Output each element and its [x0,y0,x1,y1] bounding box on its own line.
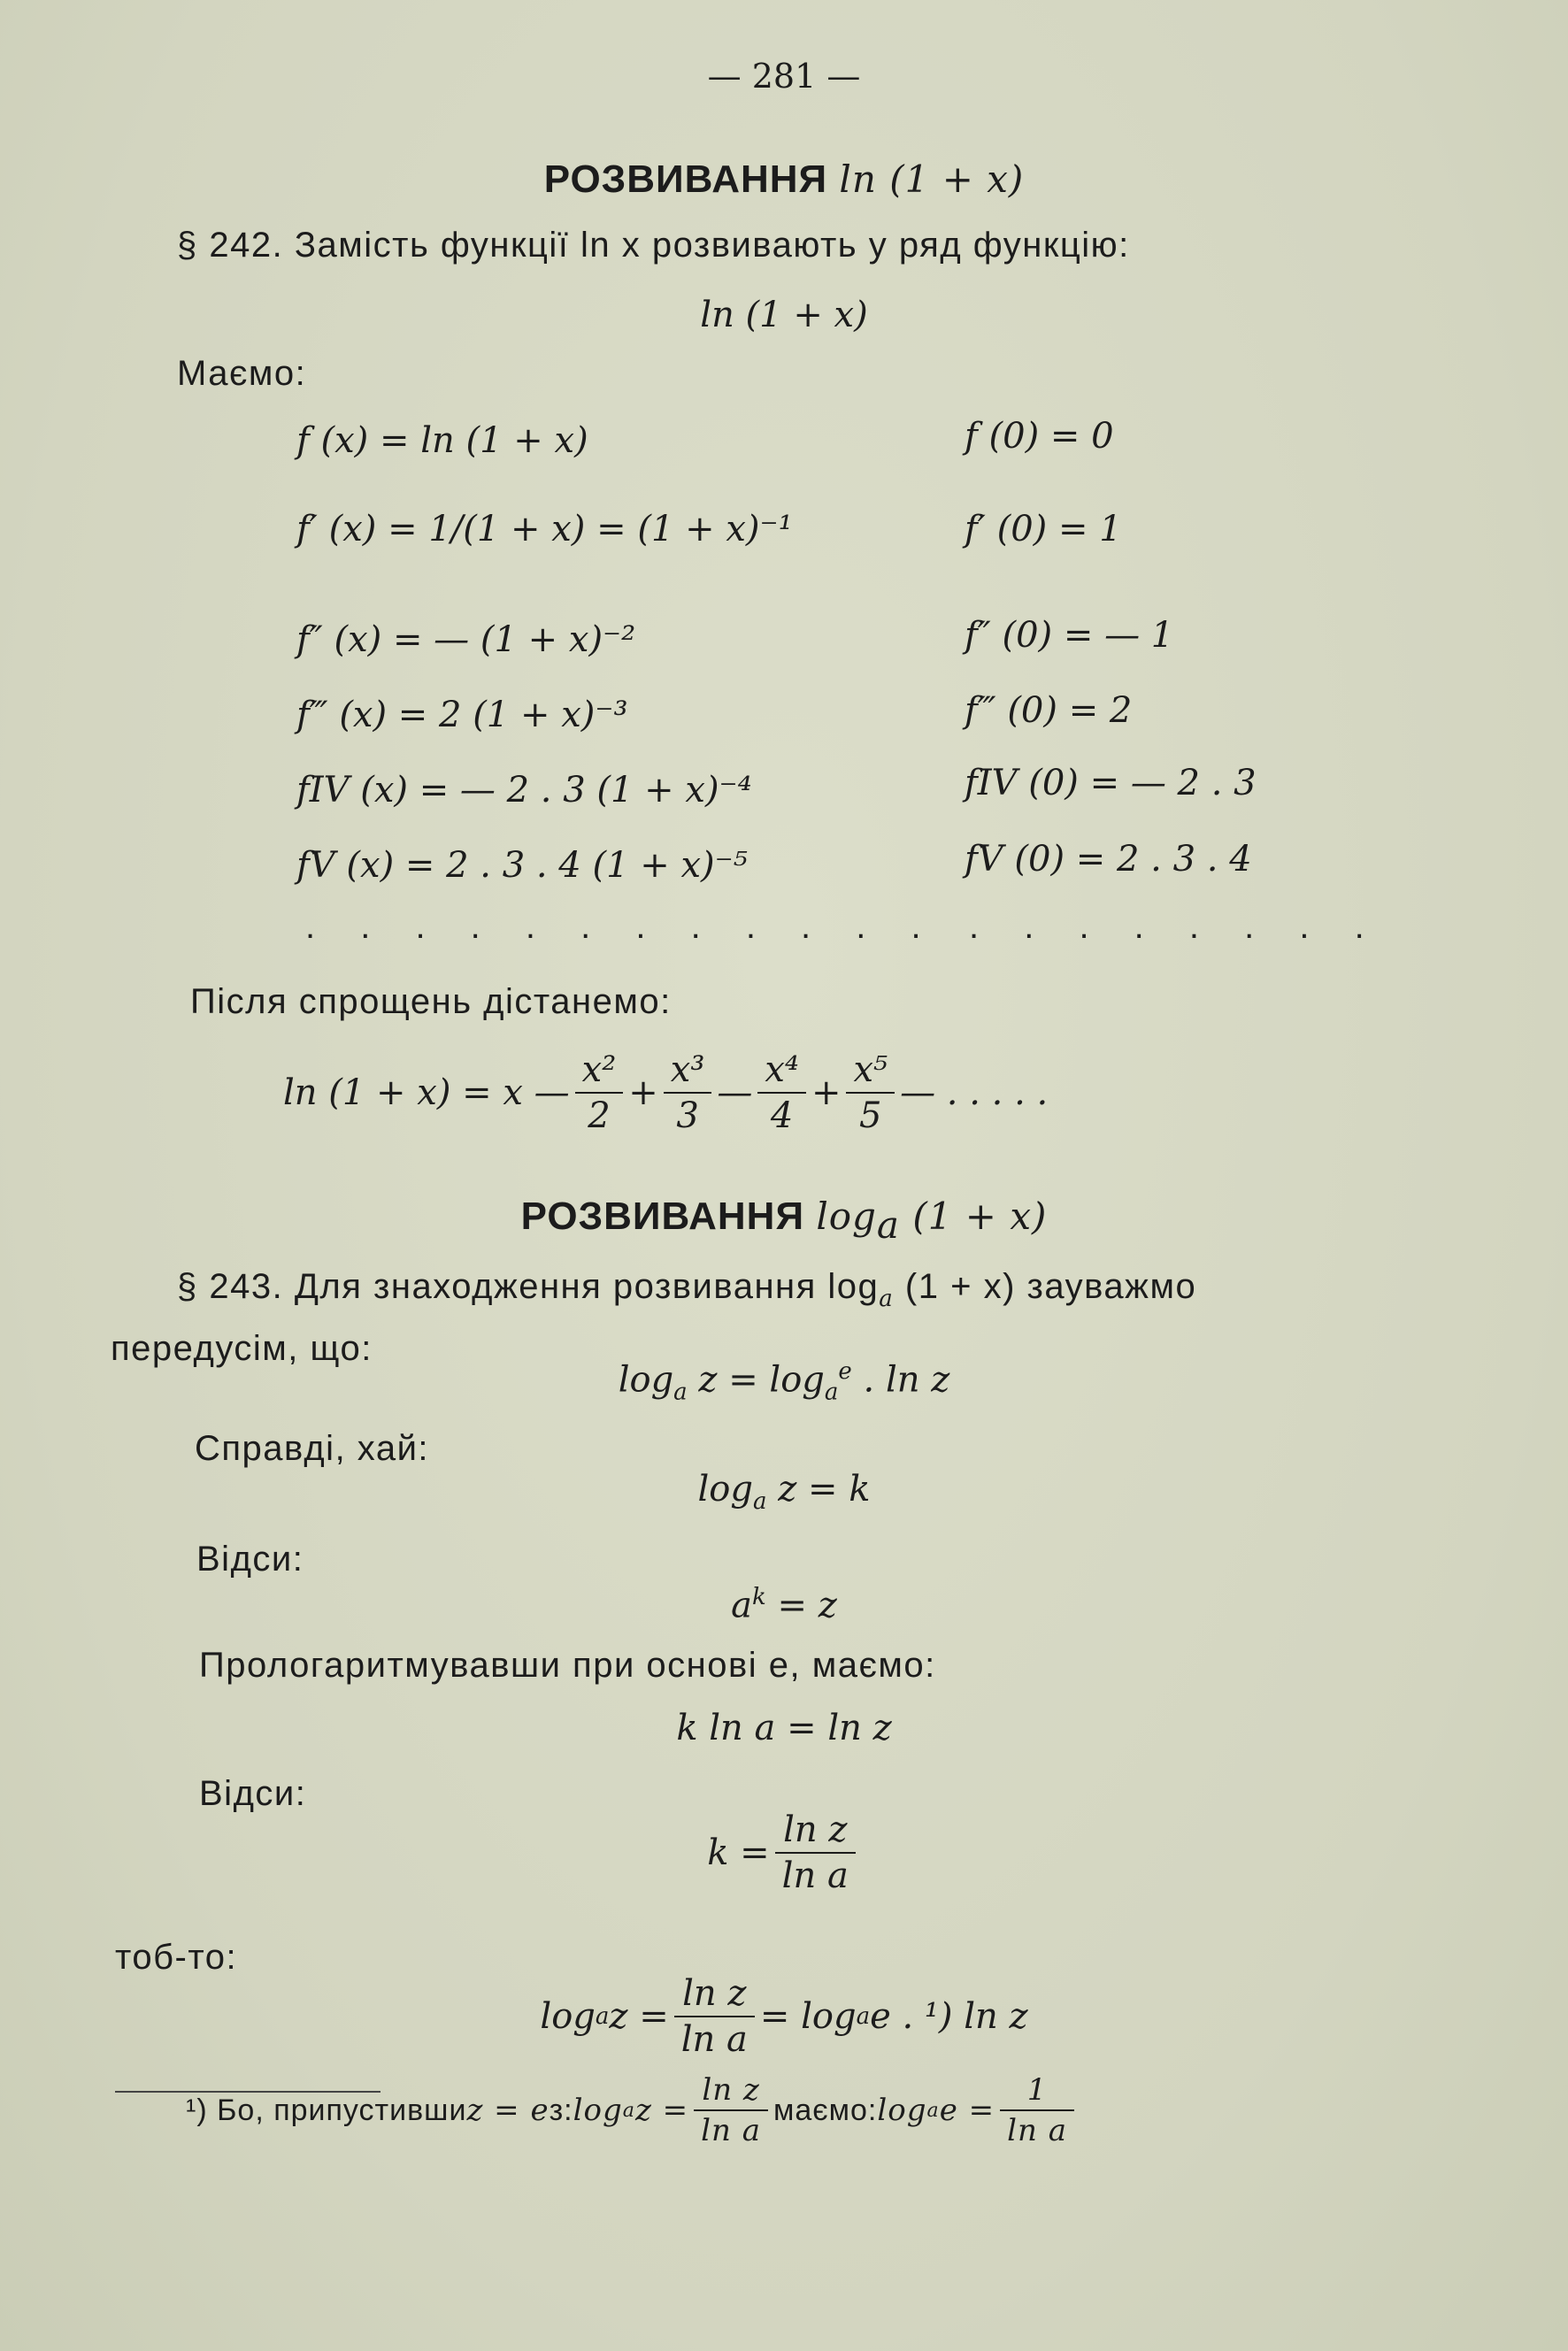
page-number: — 281 — [707,57,861,96]
series-op-3: + [811,1072,842,1113]
label-that-is: тоб-то: [115,1938,238,1977]
series-tail: — . . . . . [900,1072,1049,1113]
paragraph-243-line1: § 243. Для знаходження розвивання $\log_a (1 + x)$ зауважмо [177,1267,1197,1312]
label-indeed: Справді, хай: [195,1429,430,1468]
equation-log-k: $\log_a z = k$ [697,1469,871,1515]
label-hence-1: Відси: [196,1540,304,1579]
function-ln-1-plus-x: ln (1 + x) [700,295,868,335]
derivative-row-2-left: f″ (x) = — (1 + x)⁻² [296,619,636,660]
series-term-3: $\frac{\text{x⁴}}{4}$ [757,1049,806,1136]
derivative-row-3-right: f‴ (0) = 2 [965,690,1133,731]
ellipsis-right: . . . . . . . . [969,907,1382,946]
series-term-4: $\frac{\text{x⁵}}{5}$ [846,1049,895,1136]
heading2-text: РОЗВИВАННЯ [520,1195,817,1238]
heading2-log: log [816,1195,877,1238]
equation-log-identity: $\log_a z = \log_a^e$ . ln z [618,1358,950,1406]
series-op-1: + [628,1072,658,1113]
equation-a-power-k: $a^k = z$ [731,1584,837,1626]
label-taking-log: Прологаритмувавши при основі e, маємо: [199,1646,936,1685]
heading-text: РОЗВИВАННЯ [543,158,840,201]
heading2-rest: (1 + x) [899,1195,1048,1238]
label-hence-2: Відси: [199,1774,307,1813]
derivative-row-4-left: fIV (x) = — 2 . 3 (1 + x)⁻⁴ [296,770,752,811]
label-after-simplification: Після спрощень дістанемо: [190,982,672,1021]
series-lhs: ln (1 + x) = x — [283,1072,570,1113]
derivative-row-0-left: f (x) = ln (1 + x) [296,420,588,461]
derivative-row-5-right: fV (0) = 2 . 3 . 4 [965,839,1252,880]
series-expansion [283,1044,1048,1141]
derivative-row-3-left: f‴ (x) = 2 (1 + x)⁻³ [296,695,628,735]
ellipsis-left: . . . . . . . . . . . . [305,907,939,946]
equation-k-fraction: k = $\frac{\text{ln z}}{\text{ln a}}$ [0,1809,1568,1896]
equation-final-log: log a z = $\frac{\text{ln z}}{\text{ln a}}$ = log a e . ¹) ln z [540,1973,1028,2060]
label-have: Маємо: [177,354,307,393]
derivative-row-2-right: f″ (0) = — 1 [965,615,1174,656]
section-heading-log [0,1195,1568,1247]
paragraph-242-intro: § 242. Замість функції ln x розвивають у ряд функцію: [177,226,1130,265]
heading2-sub: a [876,1202,900,1247]
series-term-1: $\frac{\text{x²}}{2}$ [575,1049,624,1136]
series-op-2: — [717,1072,753,1113]
footnote: ¹) Бо, припустивши z = e з: log a z = $\frac{\text{ln z}}{\text{ln a}}$ маємо: log a e = $\frac{1}{\text{ln a}}$ [186,2066,1080,2155]
derivative-row-1-right: f′ (0) = 1 [965,509,1122,549]
derivative-row-5-left: fV (x) = 2 . 3 . 4 (1 + x)⁻⁵ [296,845,748,886]
series-term-2: $\frac{\text{x³}}{3}$ [664,1049,712,1136]
section-heading-ln [0,158,1568,202]
paragraph-243-line2: передусім, що: [111,1329,373,1368]
derivative-row-1-left: f′ (x) = 1/(1 + x) = (1 + x)⁻¹ [296,509,793,549]
derivative-row-0-right: f (0) = 0 [965,416,1114,457]
equation-k-ln-a: k ln a = ln z [676,1708,892,1748]
heading-math: ln (1 + x) [839,158,1025,201]
derivative-row-4-right: fIV (0) = — 2 . 3 [965,763,1257,803]
